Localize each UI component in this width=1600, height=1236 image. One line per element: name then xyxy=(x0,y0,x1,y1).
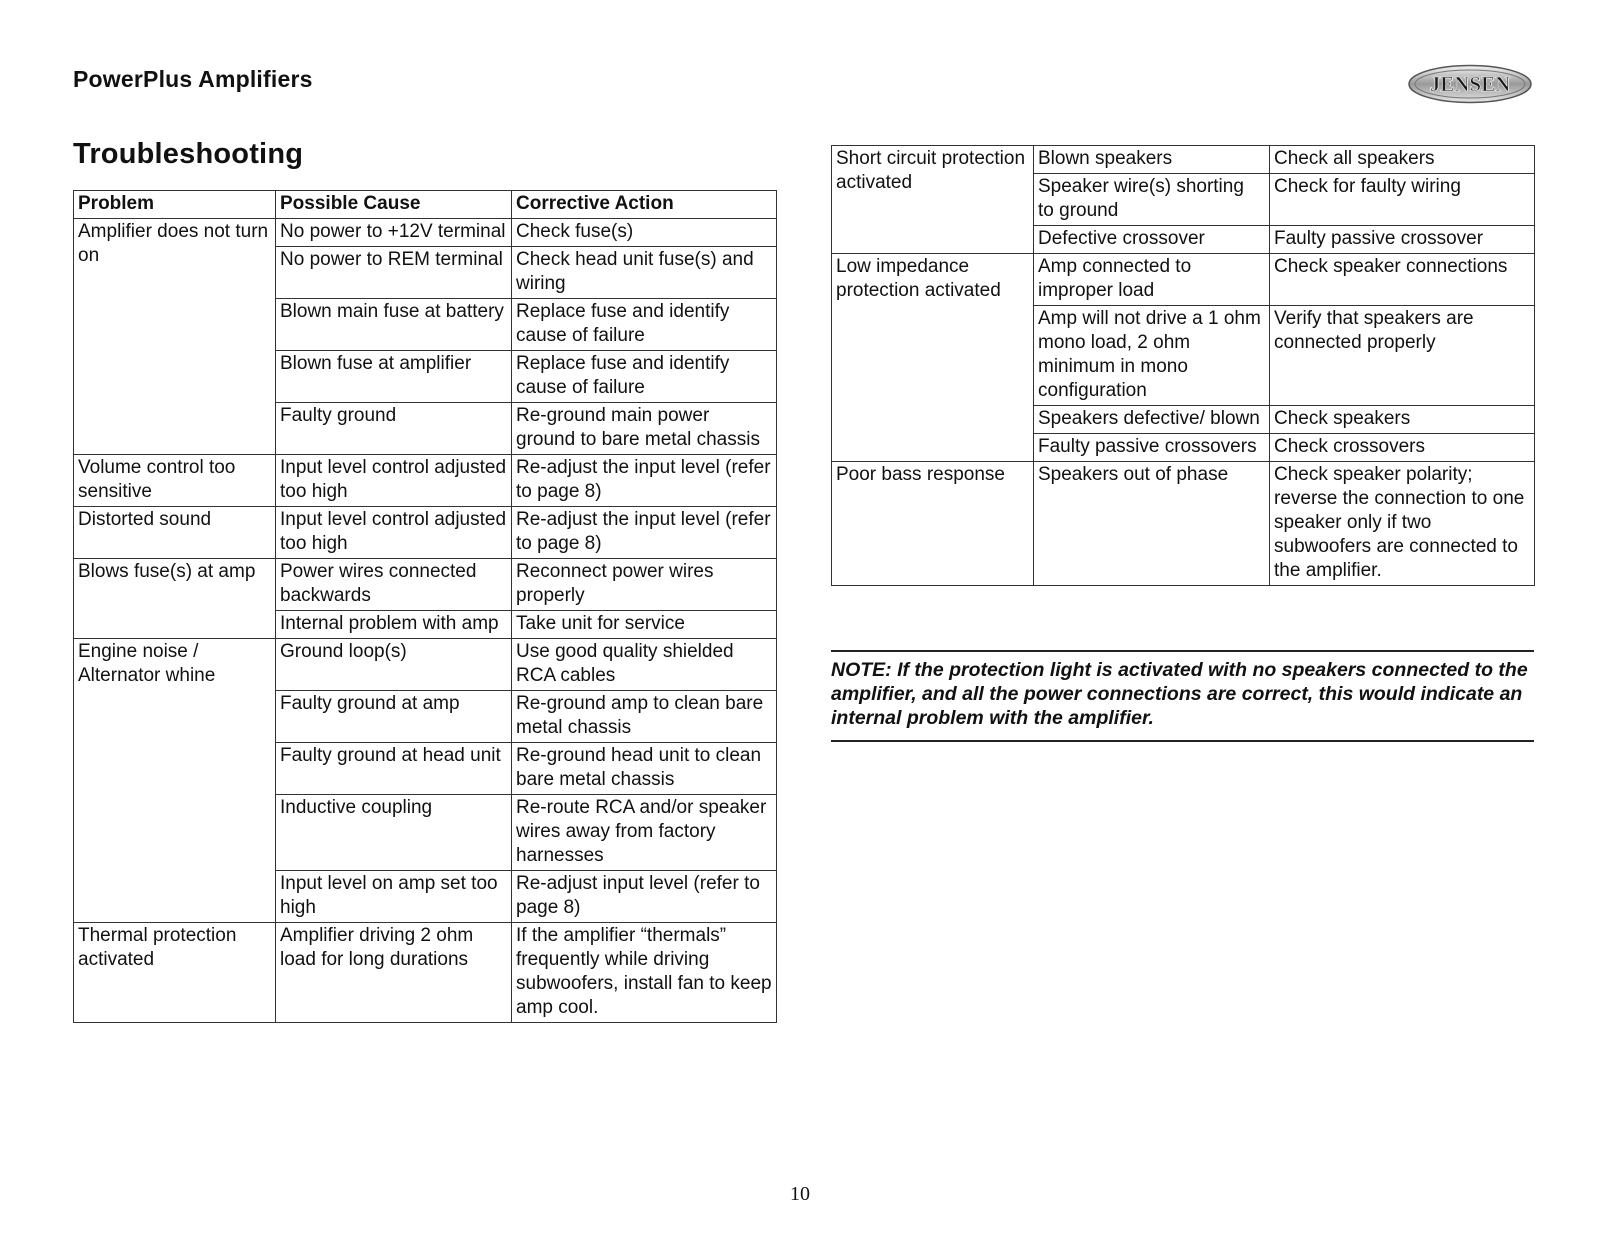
table-row xyxy=(74,455,777,507)
cause-cell: Blown speakers xyxy=(1034,146,1270,174)
cause-cell: Blown fuse at amplifier xyxy=(276,351,512,403)
cause-cell: Inductive coupling xyxy=(276,795,512,871)
problem-cell: Engine noise / Alternator whine xyxy=(74,639,276,923)
problem-cell: Amplifier does not turn on xyxy=(74,219,276,455)
problem-cell: Poor bass response xyxy=(832,462,1034,586)
cause-cell: Internal problem with amp xyxy=(276,611,512,639)
action-cell: Check speaker polarity; reverse the connection to one speaker only if two subwoofers are connected to the amplifier. xyxy=(1270,462,1535,586)
problem-cell: Distorted sound xyxy=(74,507,276,559)
action-cell: Replace fuse and identify cause of failure xyxy=(512,299,777,351)
action-cell: Check speaker connections xyxy=(1270,254,1535,306)
action-cell: Replace fuse and identify cause of failure xyxy=(512,351,777,403)
cause-cell: Speakers out of phase xyxy=(1034,462,1270,586)
cause-cell: Amp connected to improper load xyxy=(1034,254,1270,306)
cause-cell: Amp will not drive a 1 ohm mono load, 2 ohm minimum in mono configuration xyxy=(1034,306,1270,406)
jensen-logo xyxy=(1408,64,1532,104)
action-cell: Re-ground amp to clean bare metal chassis xyxy=(512,691,777,743)
table-row xyxy=(74,639,777,691)
cause-cell: Faulty ground xyxy=(276,403,512,455)
table-row xyxy=(74,507,777,559)
action-cell: Check all speakers xyxy=(1270,146,1535,174)
cause-cell: Defective crossover xyxy=(1034,226,1270,254)
cause-cell: No power to REM terminal xyxy=(276,247,512,299)
header-title: PowerPlus Amplifiers xyxy=(73,66,313,92)
action-cell: Re-ground main power ground to bare metal chassis xyxy=(512,403,777,455)
cause-cell: Speaker wire(s) shorting to ground xyxy=(1034,174,1270,226)
action-cell: Check head unit fuse(s) and wiring xyxy=(512,247,777,299)
action-cell: Re-adjust the input level (refer to page 8) xyxy=(512,455,777,507)
action-cell: Re-adjust the input level (refer to page 8) xyxy=(512,507,777,559)
logo-text: JENSEN xyxy=(1429,72,1511,96)
header-problem: Problem xyxy=(74,191,276,219)
cause-cell: Input level on amp set too high xyxy=(276,871,512,923)
troubleshooting-table-left xyxy=(73,190,777,1023)
page-number: 10 xyxy=(790,1183,810,1205)
problem-cell: Volume control too sensitive xyxy=(74,455,276,507)
problem-cell: Low impedance protection activated xyxy=(832,254,1034,462)
action-cell: Re-adjust input level (refer to page 8) xyxy=(512,871,777,923)
table-row xyxy=(74,219,777,247)
table-row xyxy=(74,559,777,611)
cause-cell: Input level control adjusted too high xyxy=(276,507,512,559)
cause-cell: Power wires connected backwards xyxy=(276,559,512,611)
action-cell: Check fuse(s) xyxy=(512,219,777,247)
troubleshooting-table-right xyxy=(831,145,1535,586)
cause-cell: Amplifier driving 2 ohm load for long durations xyxy=(276,923,512,1023)
cause-cell: Faulty ground at head unit xyxy=(276,743,512,795)
problem-cell: Thermal protection activated xyxy=(74,923,276,1023)
note-text: NOTE: If the protection light is activated with no speakers connected to the amplifier, and all the power connections are correct, this would indicate an internal problem with the amplifier. xyxy=(831,659,1528,729)
cause-cell: Input level control adjusted too high xyxy=(276,455,512,507)
header-corrective-action: Corrective Action xyxy=(512,191,777,219)
action-cell: Re-route RCA and/or speaker wires away from factory harnesses xyxy=(512,795,777,871)
action-cell: Use good quality shielded RCA cables xyxy=(512,639,777,691)
cause-cell: Faulty passive crossovers xyxy=(1034,434,1270,462)
table-row xyxy=(832,462,1535,586)
problem-cell: Blows fuse(s) at amp xyxy=(74,559,276,639)
action-cell: Reconnect power wires properly xyxy=(512,559,777,611)
cause-cell: Faulty ground at amp xyxy=(276,691,512,743)
cause-cell: Speakers defective/ blown xyxy=(1034,406,1270,434)
action-cell: Check for faulty wiring xyxy=(1270,174,1535,226)
action-cell: Take unit for service xyxy=(512,611,777,639)
table-row xyxy=(74,923,777,1023)
action-cell: Check crossovers xyxy=(1270,434,1535,462)
cause-cell: No power to +12V terminal xyxy=(276,219,512,247)
action-cell: Re-ground head unit to clean bare metal chassis xyxy=(512,743,777,795)
action-cell: If the amplifier “thermals” frequently while driving subwoofers, install fan to keep amp cool. xyxy=(512,923,777,1023)
cause-cell: Blown main fuse at battery xyxy=(276,299,512,351)
action-cell: Verify that speakers are connected properly xyxy=(1270,306,1535,406)
table-header-row xyxy=(74,191,777,219)
action-cell: Faulty passive crossover xyxy=(1270,226,1535,254)
section-title: Troubleshooting xyxy=(73,138,304,170)
note-box xyxy=(831,650,1534,742)
cause-cell: Ground loop(s) xyxy=(276,639,512,691)
table-row xyxy=(832,146,1535,174)
action-cell: Check speakers xyxy=(1270,406,1535,434)
problem-cell: Short circuit protection activated xyxy=(832,146,1034,254)
header-possible-cause: Possible Cause xyxy=(276,191,512,219)
table-row xyxy=(832,254,1535,306)
